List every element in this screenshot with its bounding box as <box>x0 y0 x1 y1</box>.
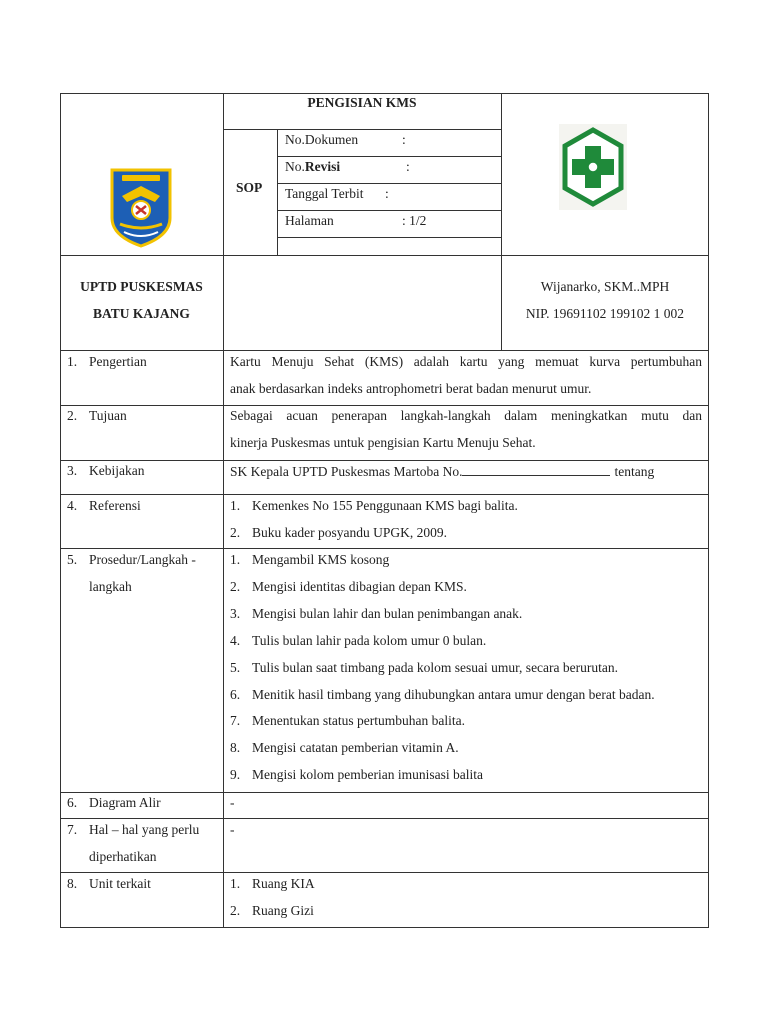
prosedur-step: 3. Mengisi bulan lahir dan bulan penimbangan anak. <box>230 606 523 621</box>
prosedur-step: 2. Mengisi identitas dibagian depan KMS. <box>230 579 467 594</box>
row-divider <box>60 818 709 819</box>
org-name-line2: BATU KAJANG <box>93 306 190 321</box>
title-divider <box>223 129 501 130</box>
referensi-item: 2. Buku kader posyandu UPGK, 2009. <box>230 525 447 540</box>
pengertian-text-line1: Kartu Menuju Sehat (KMS) adalah kartu yang memuat kurva pertumbuhan <box>230 354 702 369</box>
tujuan-text-line1: Sebagai acuan penerapan langkah-langkah dalam meningkatkan mutu dan <box>230 408 702 423</box>
signer-name: Wijanarko, SKM..MPH <box>540 279 670 294</box>
field-separator: : <box>406 159 410 174</box>
header-divider <box>60 255 709 256</box>
section-label-hal-line2: diperhatikan <box>89 849 157 864</box>
field-value-halaman: : 1/2 <box>402 213 427 228</box>
field-divider <box>277 156 501 157</box>
row-divider <box>60 405 709 406</box>
field-label-no-dokumen: No.Dokumen <box>285 132 359 147</box>
field-separator: : <box>402 132 406 147</box>
sk-number-blank <box>462 462 610 476</box>
prosedur-step: 4. Tulis bulan lahir pada kolom umur 0 bulan. <box>230 633 487 648</box>
puskesmas-green-cross-icon <box>559 124 627 210</box>
sop-label: SOP <box>236 180 263 195</box>
unit-item: 1. Ruang KIA <box>230 876 315 891</box>
section-label-unit: 8. Unit terkait <box>67 876 151 891</box>
document-title: PENGISIAN KMS <box>307 95 417 110</box>
section-label-kebijakan: 3. Kebijakan <box>67 463 145 478</box>
section-label-prosedur: 5. Prosedur/Langkah - <box>67 552 196 567</box>
row-divider <box>60 548 709 549</box>
section-label-prosedur-line2: langkah <box>89 579 132 594</box>
prosedur-step: 7. Menentukan status pertumbuhan balita. <box>230 713 465 728</box>
tujuan-text-line2: kinerja Puskesmas untuk pengisian Kartu Menuju Sehat. <box>230 435 536 450</box>
unit-item: 2. Ruang Gizi <box>230 903 314 918</box>
field-divider <box>277 183 501 184</box>
signer-nip: NIP. 19691102 199102 1 002 <box>525 306 685 321</box>
field-label-halaman: Halaman <box>285 213 334 228</box>
hal-value: - <box>230 822 235 837</box>
section-label-hal: 7. Hal – hal yang perlu <box>67 822 200 837</box>
field-label-no-revisi: No.Revisi <box>285 159 341 174</box>
referensi-item: 1. Kemenkes No 155 Penggunaan KMS bagi balita. <box>230 498 518 513</box>
pengertian-text-line2: anak berdasarkan indeks antrophometri berat badan menurut umur. <box>230 381 592 396</box>
field-divider <box>277 210 501 211</box>
prosedur-step: 6. Menitik hasil timbang yang dihubungkan antara umur dengan berat badan. <box>230 687 655 702</box>
row-divider <box>60 792 709 793</box>
section-label-diagram: 6. Diagram Alir <box>67 795 161 810</box>
prosedur-step: 8. Mengisi catatan pemberian vitamin A. <box>230 740 459 755</box>
regency-emblem-icon <box>108 166 174 248</box>
row-divider <box>60 350 709 351</box>
prosedur-step: 9. Mengisi kolom pemberian imunisasi balita <box>230 767 483 782</box>
prosedur-step: 5. Tulis bulan saat timbang pada kolom sesuai umur, secara berurutan. <box>230 660 619 675</box>
row-divider <box>60 494 709 495</box>
sop-column-divider <box>277 129 278 255</box>
field-label-tanggal-terbit: Tanggal Terbit <box>285 186 364 201</box>
section-label-pengertian: 1. Pengertian <box>67 354 147 369</box>
row-divider <box>60 460 709 461</box>
row-divider <box>60 872 709 873</box>
kebijakan-text: SK Kepala UPTD Puskesmas Martoba No. tentang <box>230 464 655 479</box>
section-label-referensi: 4. Referensi <box>67 498 141 513</box>
column-divider <box>223 93 224 928</box>
prosedur-step: 1. Mengambil KMS kosong <box>230 552 390 567</box>
org-name-line1: UPTD PUSKESMAS <box>80 279 203 294</box>
diagram-value: - <box>230 795 235 810</box>
field-divider <box>277 237 501 238</box>
field-separator: : <box>385 186 389 201</box>
section-label-tujuan: 2. Tujuan <box>67 408 127 423</box>
